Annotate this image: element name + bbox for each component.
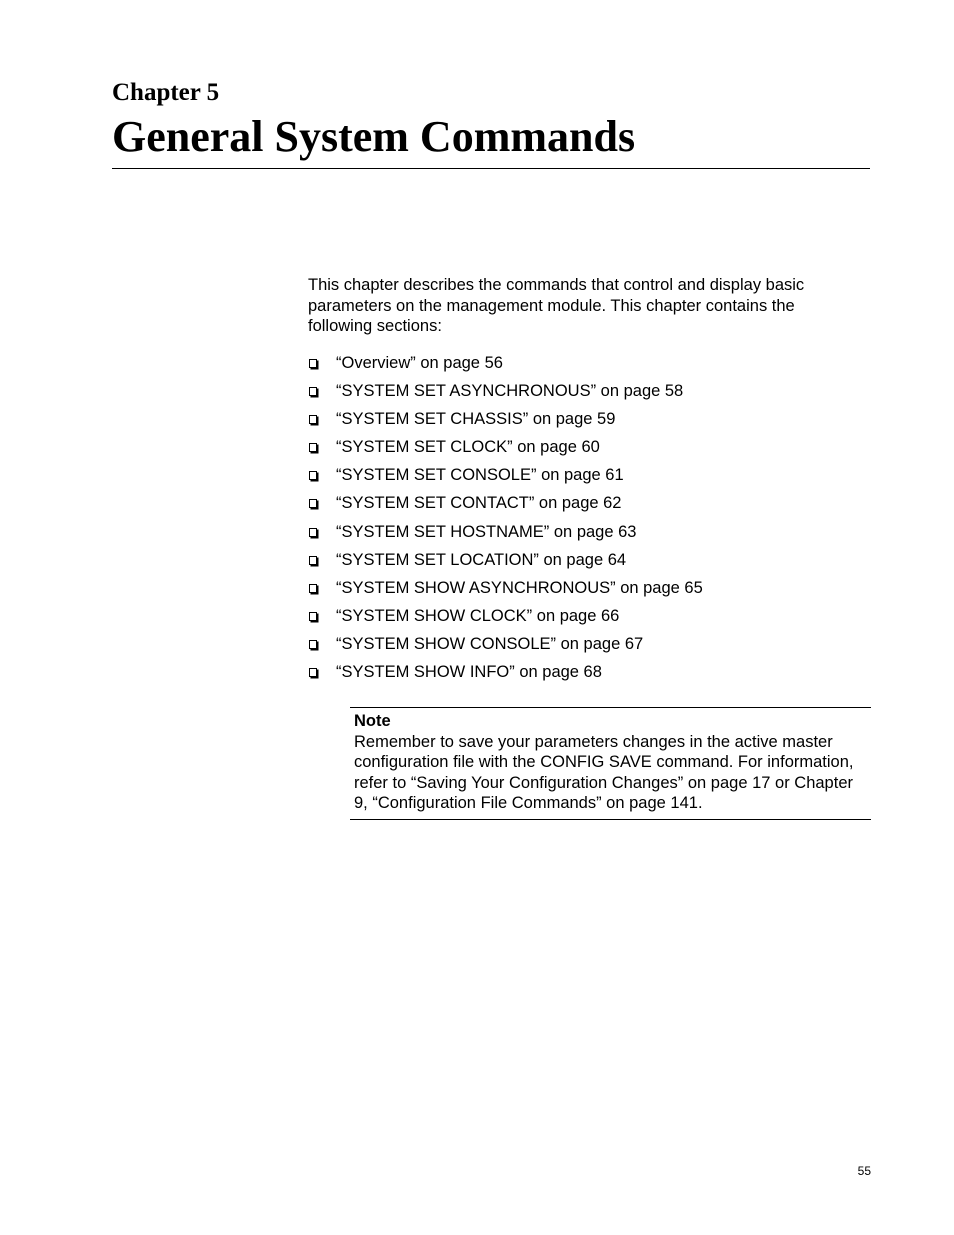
section-link[interactable]: “SYSTEM SET HOSTNAME” on page 63	[336, 522, 637, 541]
checkbox-bullet-icon	[308, 437, 336, 457]
note-box	[350, 707, 871, 820]
section-list-item	[308, 353, 848, 381]
section-link[interactable]: “SYSTEM SET CHASSIS” on page 59	[336, 410, 616, 429]
section-link[interactable]: “SYSTEM SET LOCATION” on page 64	[336, 550, 627, 569]
section-link[interactable]: “SYSTEM SHOW CLOCK” on page 66	[336, 606, 620, 625]
checkbox-bullet-icon	[308, 662, 336, 682]
checkbox-bullet-icon	[308, 353, 336, 373]
note-body: Remember to save your parameters changes in the active master configuration file with the CONFIG SAVE command. For information, refer to “Saving Your Configuration Changes” on page 17 or Chapter 9, “Configuration File Commands” on page 141.	[354, 732, 854, 812]
section-link[interactable]: “SYSTEM SHOW ASYNCHRONOUS” on page 65	[336, 578, 703, 597]
section-link[interactable]: “SYSTEM SHOW CONSOLE” on page 67	[336, 634, 644, 653]
section-list-item	[308, 578, 848, 606]
section-list-item	[308, 662, 848, 690]
checkbox-bullet-icon	[308, 606, 336, 626]
intro-paragraph: This chapter describes the commands that control and display basic parameters on the management module. This chapter contains the following sections:	[308, 276, 805, 335]
section-list-item	[308, 522, 848, 550]
section-link[interactable]: “SYSTEM SET CONTACT” on page 62	[336, 494, 622, 513]
checkbox-bullet-icon	[308, 550, 336, 570]
section-list-item	[308, 409, 848, 437]
section-list-item	[308, 606, 848, 634]
chapter-label: Chapter 5	[112, 79, 220, 106]
checkbox-bullet-icon	[308, 465, 336, 485]
section-list-item	[308, 437, 848, 465]
section-list-item	[308, 493, 848, 521]
checkbox-bullet-icon	[308, 493, 336, 513]
section-link[interactable]: “SYSTEM SET CONSOLE” on page 61	[336, 466, 624, 485]
checkbox-bullet-icon	[308, 578, 336, 598]
section-link[interactable]: “SYSTEM SHOW INFO” on page 68	[336, 663, 602, 682]
checkbox-bullet-icon	[308, 634, 336, 654]
checkbox-bullet-icon	[308, 409, 336, 429]
checkbox-bullet-icon	[308, 381, 336, 401]
section-link[interactable]: “Overview” on page 56	[336, 354, 503, 372]
checkbox-bullet-icon	[308, 522, 336, 542]
title-rule	[112, 168, 870, 169]
section-list-item	[308, 465, 848, 493]
section-list-item	[308, 550, 848, 578]
section-list	[308, 353, 848, 690]
chapter-title: General System Commands	[112, 112, 636, 161]
page-number: 55	[857, 1164, 871, 1178]
section-list-item	[308, 634, 848, 662]
section-list-item	[308, 381, 848, 409]
section-link[interactable]: “SYSTEM SET ASYNCHRONOUS” on page 58	[336, 382, 684, 401]
section-link[interactable]: “SYSTEM SET CLOCK” on page 60	[336, 438, 600, 457]
note-heading: Note	[354, 712, 391, 730]
